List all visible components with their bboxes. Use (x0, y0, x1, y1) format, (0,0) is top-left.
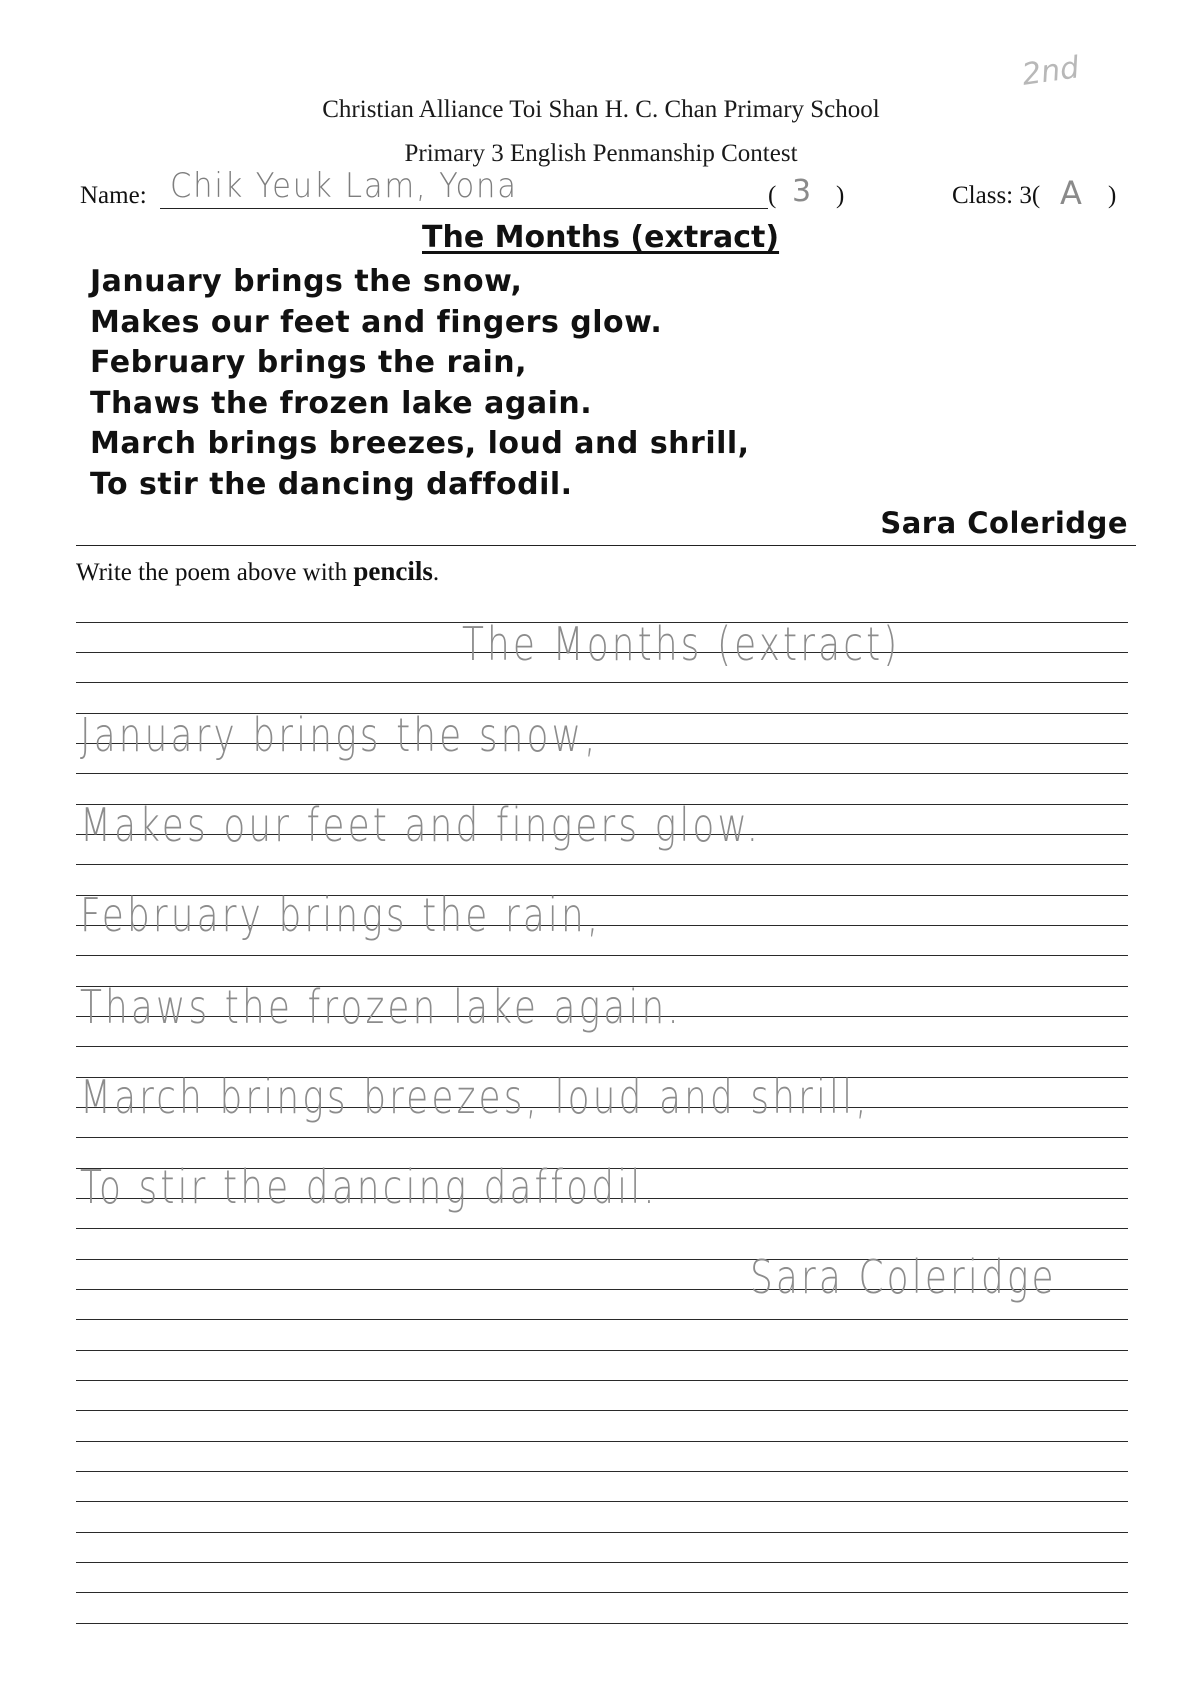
writing-rule (76, 1137, 1128, 1138)
contest-title: Primary 3 English Penmanship Contest (404, 140, 798, 167)
writing-rule (76, 1592, 1128, 1593)
writing-rule (76, 1228, 1128, 1229)
instruction-end: . (432, 559, 440, 586)
writing-rule (76, 682, 1128, 683)
handwritten-line: March brings breezes, loud and shrill, (80, 1070, 870, 1124)
name-underline (160, 208, 768, 209)
writing-rule (76, 1623, 1128, 1624)
handwritten-title: The Months (extract) (462, 617, 901, 671)
writing-rule (76, 1046, 1128, 1047)
poem-title: The Months (extract) (422, 220, 780, 255)
grade-mark: 2nd (1019, 50, 1082, 93)
class-number-open: ( (768, 182, 777, 209)
handwritten-line: Thaws the frozen lake again. (80, 980, 682, 1034)
handwritten-line: January brings the snow, (80, 708, 599, 762)
writing-rule (76, 1562, 1128, 1563)
poem-line: Makes our feet and fingers glow. (90, 304, 663, 340)
writing-rule (76, 1441, 1128, 1442)
poem-line: To stir the dancing daffodil. (90, 466, 573, 502)
writing-rule (76, 1532, 1128, 1533)
instruction-text: Write the poem above with (76, 559, 354, 586)
instruction-emphasis: pencils (353, 556, 433, 586)
writing-rule (76, 773, 1128, 774)
handwritten-line: Makes our feet and fingers glow. (80, 798, 762, 852)
writing-rule (76, 864, 1128, 865)
writing-rule (76, 1380, 1128, 1381)
writing-rule (76, 1410, 1128, 1411)
poem-line: March brings breezes, loud and shrill, (90, 426, 750, 461)
name-label: Name: (80, 182, 147, 209)
writing-rule (76, 955, 1128, 956)
writing-rule (76, 1319, 1128, 1320)
poem-author: Sara Coleridge (880, 506, 1128, 540)
handwritten-line: To stir the dancing daffodil. (80, 1160, 658, 1214)
school-name: Christian Alliance Toi Shan H. C. Chan Primary School (322, 96, 880, 123)
handwritten-line: February brings the rain, (80, 888, 602, 942)
writing-rule (76, 1471, 1128, 1472)
poem-line: January brings the snow, (90, 264, 523, 299)
poem-line: February brings the rain, (90, 345, 528, 380)
section-divider (76, 545, 1136, 546)
class-close: ) (1108, 182, 1117, 209)
class-value: A (1060, 174, 1082, 212)
writing-rule (76, 1501, 1128, 1502)
class-label: Class: 3( (952, 182, 1041, 209)
poem-line: Thaws the frozen lake again. (90, 385, 593, 421)
student-name: Chik Yeuk Lam, Yona (170, 166, 518, 206)
handwritten-author: Sara Coleridge (750, 1250, 1057, 1304)
class-number-close: ) (836, 182, 845, 209)
class-number: 3 (792, 174, 812, 209)
instruction (76, 556, 439, 587)
poem-text (90, 262, 750, 505)
writing-rule (76, 1350, 1128, 1351)
